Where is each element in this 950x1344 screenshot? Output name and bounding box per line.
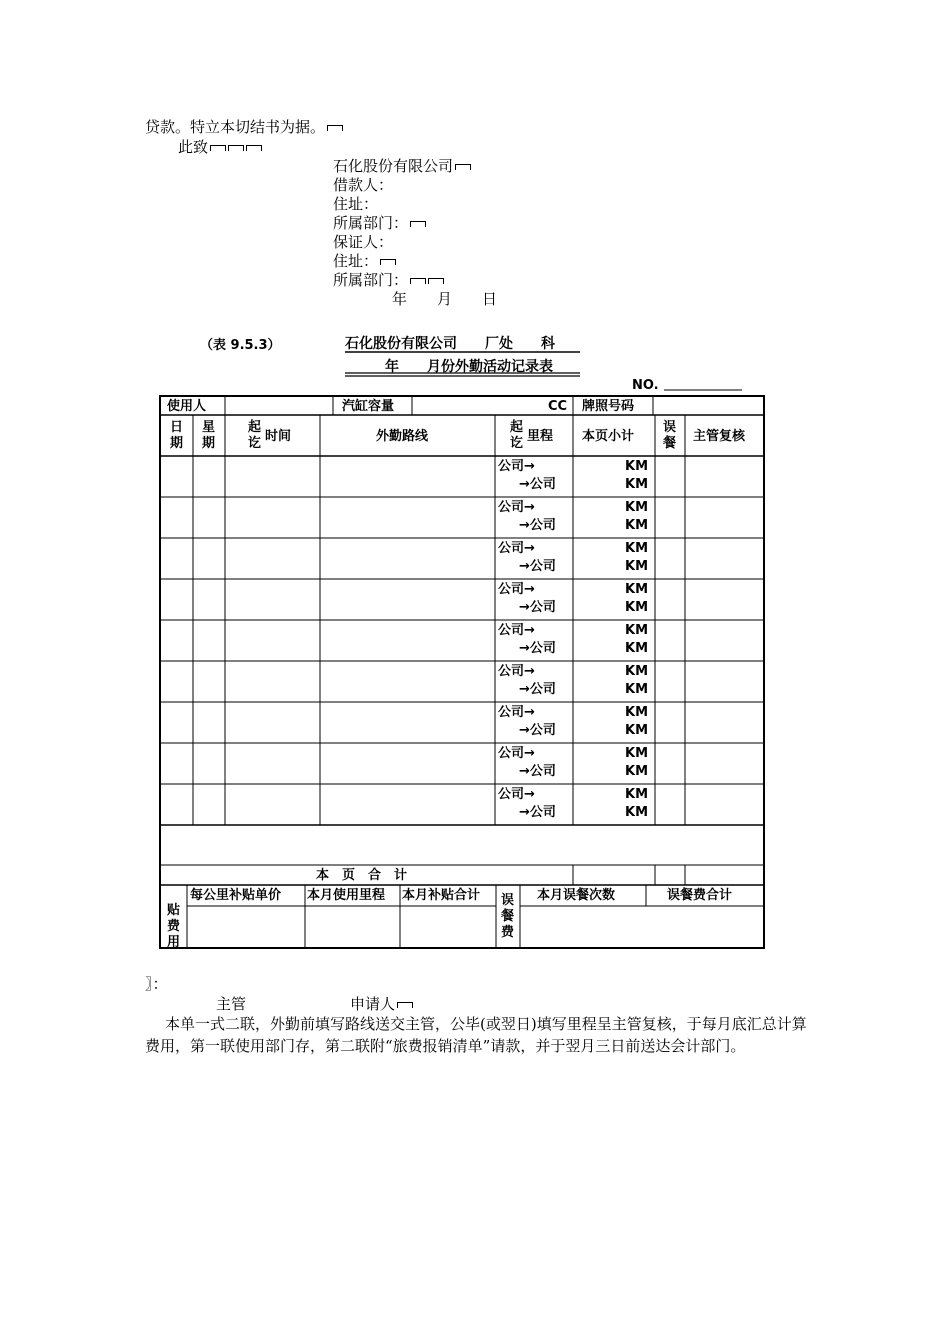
route-from-company: 公司→: [498, 787, 535, 802]
route-from-company: 公司→: [498, 459, 535, 474]
route-to-company: →公司: [519, 600, 556, 615]
no-label: NO.: [632, 378, 659, 393]
applicant-label: 申请人: [350, 995, 413, 1013]
subtotal-col-header: 本页小计: [582, 429, 635, 444]
start-end-label: 起讫: [248, 420, 262, 451]
table-number: （表 9.5.3）: [200, 338, 281, 353]
route-to-company: →公司: [519, 518, 556, 533]
route-to-company: →公司: [519, 764, 556, 779]
date-col-header: 日期: [170, 420, 184, 451]
km-unit: KM: [625, 805, 649, 820]
route-to-company: →公司: [519, 477, 556, 492]
km-unit: KM: [625, 623, 649, 638]
route-to-company: →公司: [519, 723, 556, 738]
week-col-header: 星期: [202, 420, 216, 451]
route-from-company: 公司→: [498, 664, 535, 679]
form-company-title: 石化股份有限公司 厂处 科: [345, 336, 555, 352]
route-from-company: 公司→: [498, 582, 535, 597]
letter-line: 贷款。特立本切结书为据。: [145, 118, 343, 136]
km-unit: KM: [625, 559, 649, 574]
date-line: 年 月 日: [392, 290, 498, 308]
cc-unit: CC: [548, 399, 568, 414]
route-to-company: →公司: [519, 682, 556, 697]
guarantor-label: 保证人：: [333, 233, 394, 251]
month-mileage-header: 本月使用里程: [307, 888, 386, 903]
km-unit: KM: [625, 600, 649, 615]
km-unit: KM: [625, 764, 649, 779]
route-to-company: →公司: [519, 559, 556, 574]
time-col-header: 时间: [265, 429, 292, 444]
km-unit: KM: [625, 641, 649, 656]
km-unit: KM: [625, 705, 649, 720]
km-unit: KM: [625, 459, 649, 474]
mileage-col-header: 里程: [527, 429, 554, 444]
meal-total-header: 误餐费合计: [667, 888, 733, 903]
meal-col-header: 误餐: [663, 420, 677, 451]
km-unit: KM: [625, 746, 649, 761]
salutation: 此致: [178, 138, 262, 156]
user-label: 使用人: [167, 399, 207, 414]
route-from-company: 公司→: [498, 705, 535, 720]
route-to-company: →公司: [519, 641, 556, 656]
km-unit: KM: [625, 723, 649, 738]
km-unit: KM: [625, 500, 649, 515]
route-col-header: 外勤路线: [376, 429, 429, 444]
month-allowance-header: 本月补贴合计: [402, 888, 481, 903]
start-end-label-2: 起讫: [510, 420, 524, 451]
meal-fee-label: 误餐费: [501, 893, 515, 940]
route-from-company: 公司→: [498, 500, 535, 515]
plate-number-label: 牌照号码: [582, 399, 635, 414]
route-from-company: 公司→: [498, 746, 535, 761]
km-unit: KM: [625, 664, 649, 679]
form-subtitle: 年 月份外勤活动记录表: [385, 359, 553, 375]
km-unit: KM: [625, 477, 649, 492]
route-from-company: 公司→: [498, 623, 535, 638]
borrower-label: 借款人：: [333, 176, 394, 194]
dept-label-2: 所属部门：: [333, 271, 444, 289]
page-total-label: 本 页 合 计: [316, 868, 408, 883]
dept-label: 所属部门：: [333, 214, 426, 232]
address-label-2: 住址：: [333, 252, 396, 270]
meal-count-header: 本月误餐次数: [537, 888, 616, 903]
review-col-header: 主管复核: [693, 429, 746, 444]
km-unit: KM: [625, 787, 649, 802]
address-label: 住址：: [333, 195, 379, 213]
footer-bracket: 〗：: [145, 975, 168, 993]
company-name: 石化股份有限公司: [333, 157, 471, 175]
route-to-company: →公司: [519, 805, 556, 820]
allowance-label: 贴费用: [167, 903, 181, 950]
engine-capacity-label: 汽缸容量: [342, 399, 395, 414]
unit-price-header: 每公里补贴单价: [190, 888, 282, 903]
supervisor-label: 主管: [216, 995, 247, 1013]
km-unit: KM: [625, 518, 649, 533]
km-unit: KM: [625, 582, 649, 597]
km-unit: KM: [625, 682, 649, 697]
km-unit: KM: [625, 541, 649, 556]
route-from-company: 公司→: [498, 541, 535, 556]
instructions-note: 本单一式二联，外勤前填写路线送交主管，公毕(或翌日)填写里程呈主管复核，于每月底汇总计算费用，第一联使用部门存，第二联附“旅费报销清单”请款，并于翌月三日前送达会计部门。: [145, 1015, 807, 1055]
